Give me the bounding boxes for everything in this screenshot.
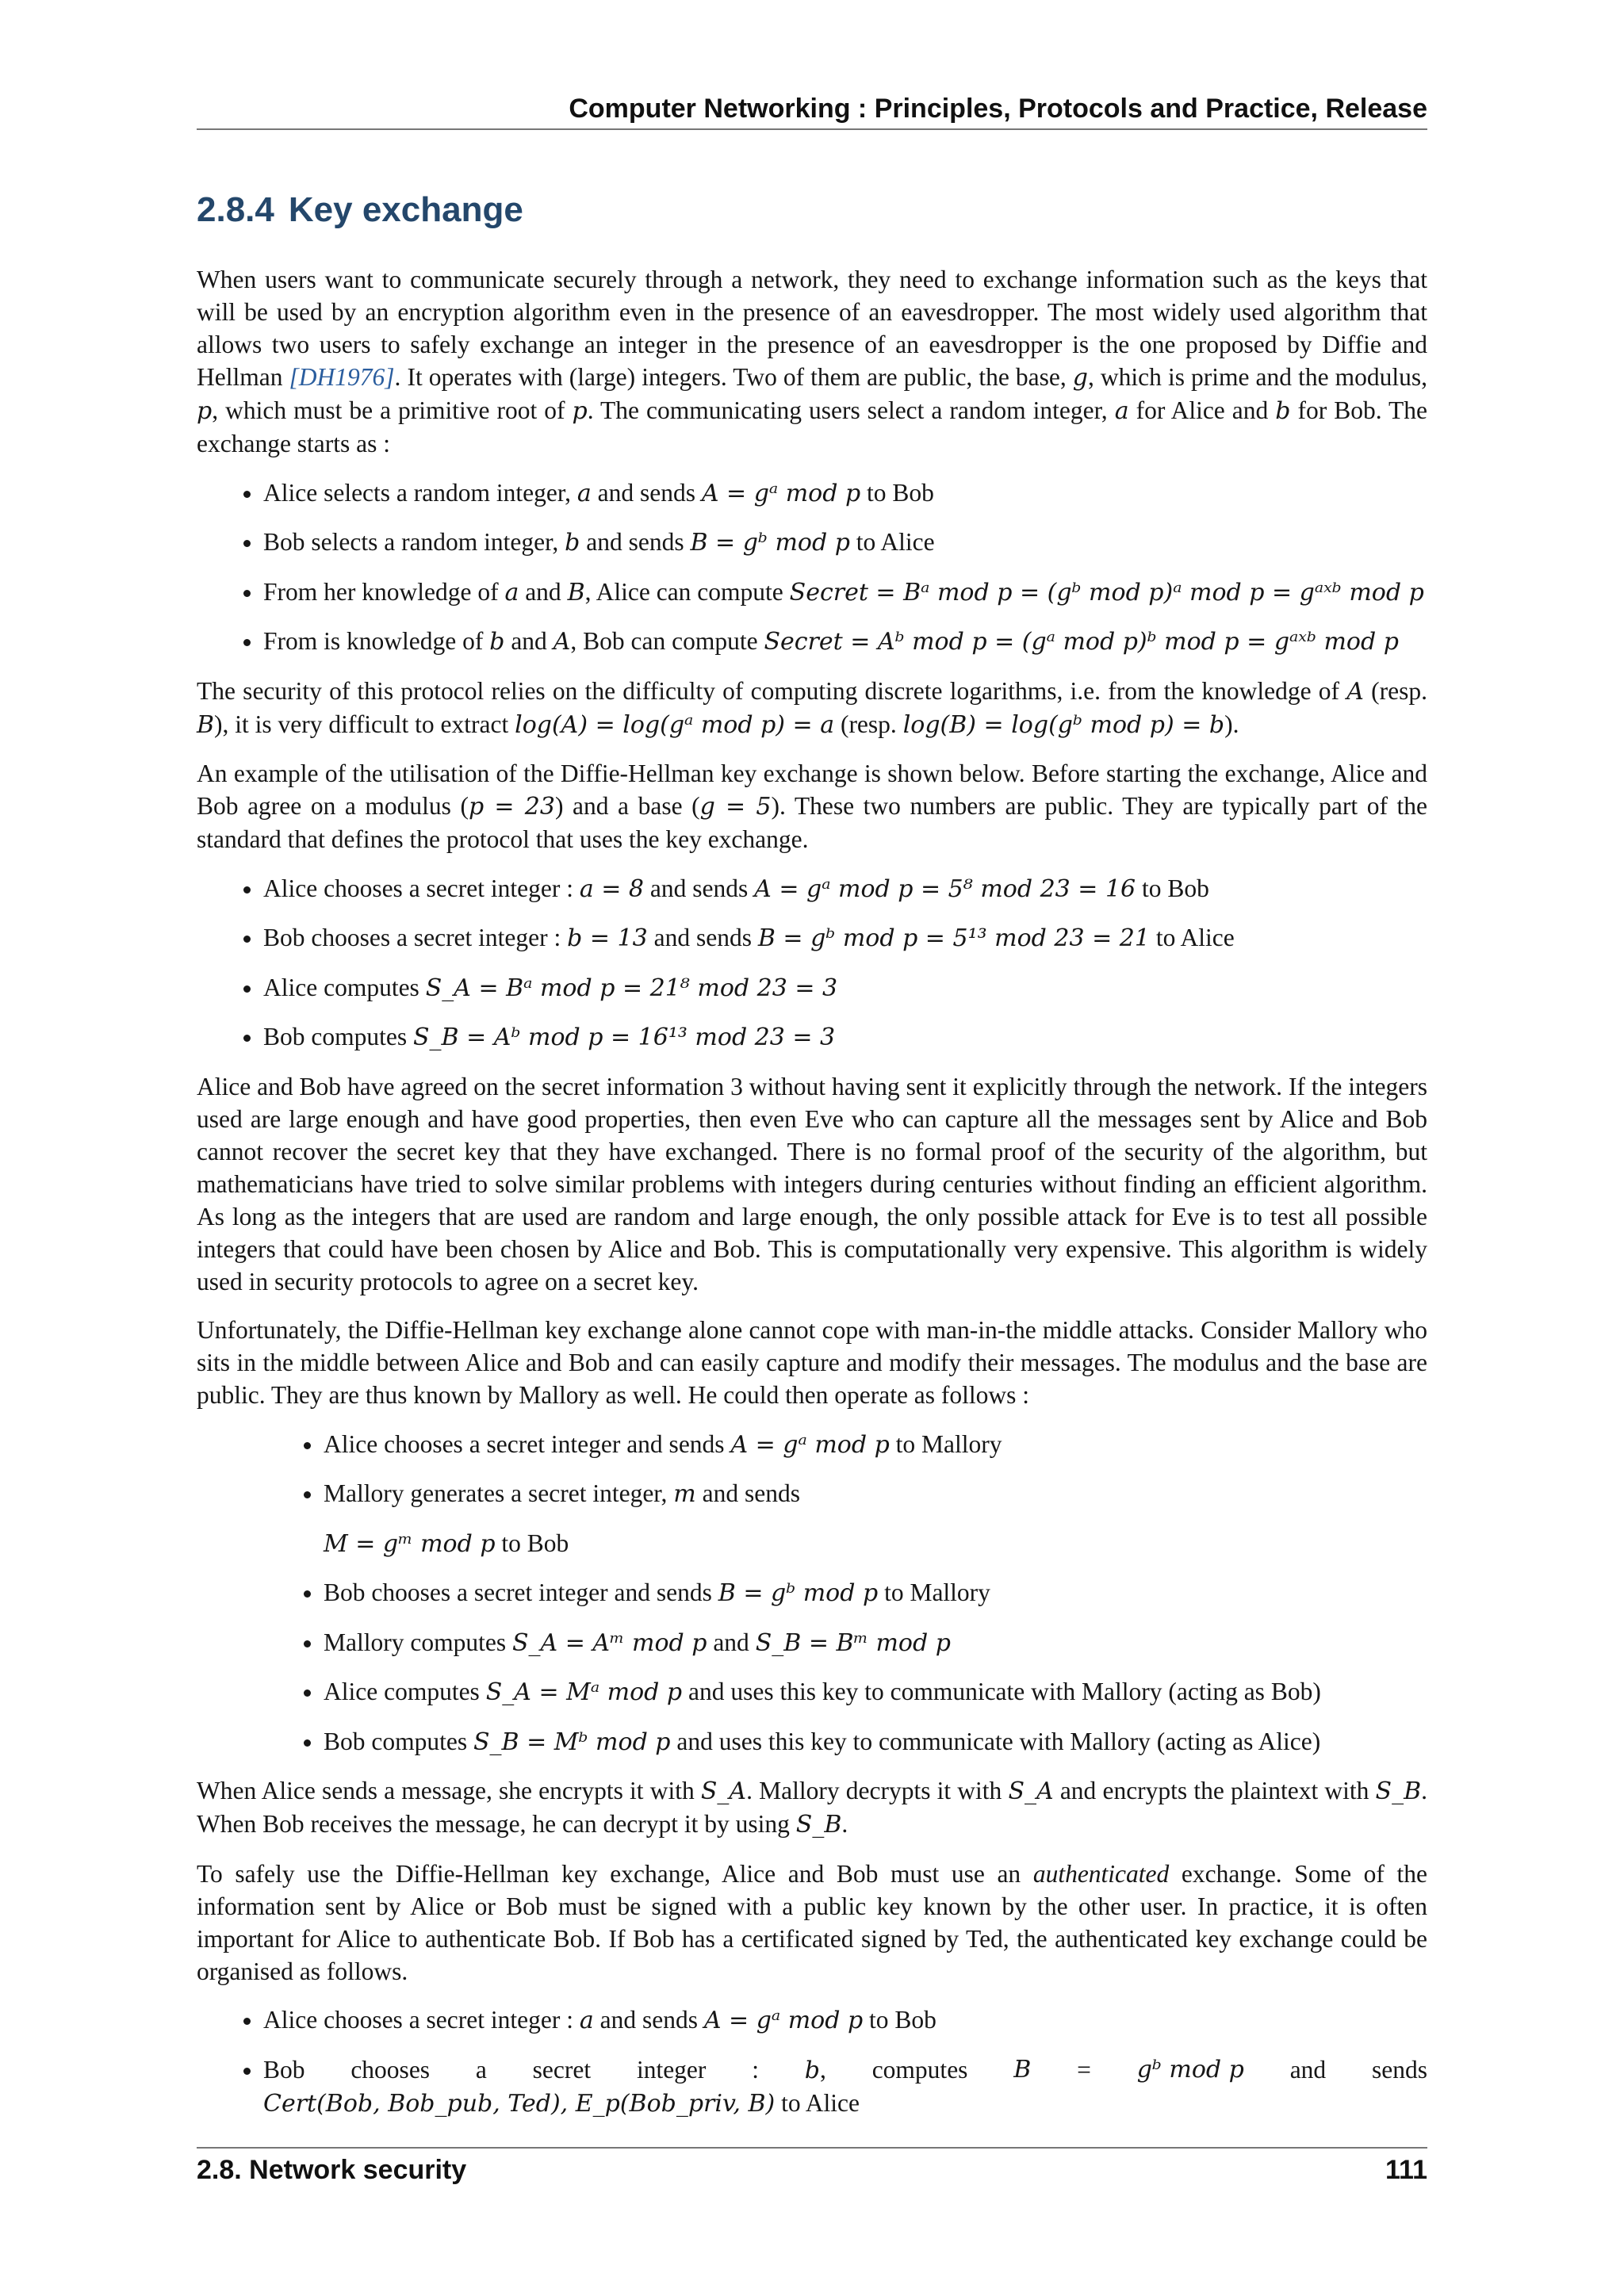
list-item: • Alice chooses a secret integer and sends A = gᵃ mod p to Mallory <box>324 1428 1427 1461</box>
authenticated-steps-list <box>197 2003 1427 2120</box>
running-header: Computer Networking : Principles, Protocols and Practice, Release <box>569 94 1427 124</box>
list-item: • Bob chooses a secret integer and sends B = gᵇ mod p to Mallory <box>324 1576 1427 1609</box>
footer-rule <box>197 2147 1427 2149</box>
list-item: • Alice computes S_A = Bᵃ mod p = 21⁸ mod 23 = 3 <box>263 971 1427 1004</box>
list-item: • Alice chooses a secret integer : a and sends A = gᵃ mod p to Bob <box>263 2003 1427 2037</box>
list-item: • Alice selects a random integer, a and sends A = gᵃ mod p to Bob <box>263 476 1427 510</box>
paragraph-authenticated: To safely use the Diffie-Hellman key exchange, Alice and Bob must use an authenticated exchange. Some of the information sent by Alice or Bob must be signed with a public key known by the other user. In practice, it is often important for Alice to authenticate Bob. If Bob has a certificated signed by Ted, the authenticated key exchange could be organised as follows. <box>197 1859 1427 1985</box>
list-item: • Alice computes S_A = Mᵃ mod p and uses this key to communicate with Mallory (acting as Bob) <box>324 1675 1427 1709</box>
header-rule <box>197 128 1427 130</box>
paragraph-agreed-secret: Alice and Bob have agreed on the secret information 3 without having sent it explicitly through the network. If the integers used are large enough and have good properties, then even Eve who can capture all the messages sent by Alice and Bob cannot recover the secret key that they have exchanged. There is no formal proof of the security of the algorithm, but mathematicians have tried to solve similar problems with integers during centuries without finding an efficient algorithm. As long as the integers that are used are random and large enough, the only possible attack for Eve is to test all possible integers that could have been chosen by Alice and Bob. This is computationally very expensive. This algorithm is widely used in security protocols to agree on a secret key. <box>197 1072 1427 1295</box>
justified-line: • Bob chooses a secret integer : b, computes B = gᵇ mod p and sends <box>263 2055 1427 2084</box>
section-number: 2.8.4 <box>197 190 274 229</box>
list-item: • From is knowledge of b and A, Bob can compute Secret = Aᵇ mod p = (gᵃ mod p)ᵇ mod p = gᵃˣᵇ mod p <box>263 625 1427 658</box>
citation-link[interactable]: [DH1976] <box>289 363 395 391</box>
list-item: • Bob computes S_B = Aᵇ mod p = 16¹³ mod 23 = 3 <box>263 1020 1427 1054</box>
paragraph-mitm-result: When Alice sends a message, she encrypts it with S_A. Mallory decrypts it with S_A and encrypts the plaintext with S_B. When Bob receives the message, he can decrypt it by using S_B. <box>197 1777 1427 1839</box>
exchange-steps-list <box>197 476 1427 659</box>
list-item: • Mallory computes S_A = Aᵐ mod p and S_B = Bᵐ mod p <box>324 1626 1427 1659</box>
list-item: • Alice chooses a secret integer : a = 8 and sends A = gᵃ mod p = 5⁸ mod 23 = 16 to Bob <box>263 872 1427 905</box>
list-item: • Mallory generates a secret integer, m and sends M = gᵐ mod p to Bob <box>324 1477 1427 1560</box>
page-footer <box>197 2155 1427 2186</box>
list-item: • Bob selects a random integer, b and sends B = gᵇ mod p to Alice <box>263 526 1427 559</box>
paragraph-mitm: Unfortunately, the Diffie-Hellman key exchange alone cannot cope with man-in-the middle attacks. Consider Mallory who sits in the middle between Alice and Bob and can easily capture and modify their messages. The modulus and the base are public. They are thus known by Mallory as well. He could then operate as follows : <box>197 1316 1427 1409</box>
body-content <box>197 263 1427 2136</box>
section-heading-text: Key exchange <box>288 190 523 229</box>
list-item: • From her knowledge of a and B, Alice can compute Secret = Bᵃ mod p = (gᵇ mod p)ᵃ mod p = gᵃˣᵇ mod p <box>263 576 1427 609</box>
list-item: • Bob chooses a secret integer : b = 13 and sends B = gᵇ mod p = 5¹³ mod 23 = 21 to Alice <box>263 921 1427 955</box>
list-item: • Bob computes S_B = Mᵇ mod p and uses this key to communicate with Mallory (acting as Alice) <box>324 1725 1427 1758</box>
section-title <box>197 190 523 230</box>
page-number: 111 <box>1385 2155 1427 2185</box>
footer-section: 2.8. Network security <box>197 2155 467 2185</box>
continuation-line: Cert(Bob, Bob_pub, Ted), E_p(Bob_priv, B) to Alice <box>263 2088 860 2118</box>
paragraph-security: The security of this protocol relies on the difficulty of computing discrete logarithms, i.e. from the knowledge of A (resp. B), it is very difficult to extract log(A) = log(gᵃ mod p) = a (resp. log(B) = log(gᵇ mod p) = b). <box>197 676 1427 739</box>
paragraph-example: An example of the utilisation of the Diffie-Hellman key exchange is shown below. Before starting the exchange, Alice and Bob agree on a modulus (p = 23) and a base (g = 5). These two numbers are public. They are typically part of the standard that defines the protocol that uses the key exchange. <box>197 760 1427 853</box>
mitm-steps-list <box>197 1428 1427 1758</box>
list-item <box>263 2053 1427 2120</box>
example-steps-list <box>197 872 1427 1054</box>
paragraph-intro: When users want to communicate securely through a network, they need to exchange information such as the keys that will be used by an encryption algorithm even in the presence of an eavesdropper. The most widely used algorithm that allows two users to safely exchange an integer in the presence of an eavesdropper is the one proposed by Diffie and Hellman [DH1976]. It operates with (large) integers. Two of them are public, the base, g, which is prime and the modulus, p, which must be a primitive root of p. The communicating users select a random integer, a for Alice and b for Bob. The exchange starts as : <box>197 266 1428 457</box>
